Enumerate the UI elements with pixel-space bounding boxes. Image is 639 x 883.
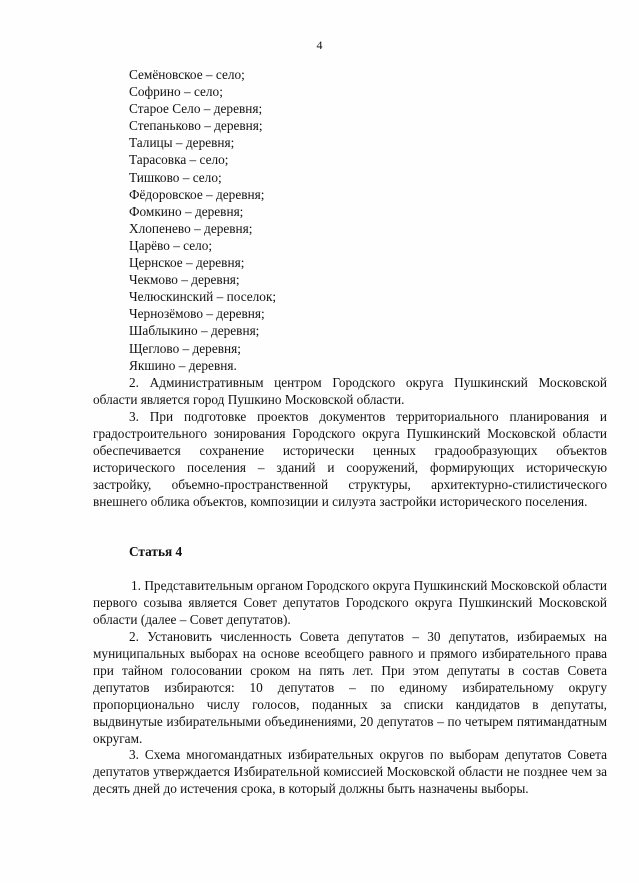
paragraph-admin-center: 2. Административным центром Городского округа Пушкинский Московской области является город Пушкино Московской области.	[93, 375, 607, 407]
list-item: Софрино – село;	[129, 84, 223, 100]
list-item: Старое Село – деревня;	[129, 101, 263, 117]
list-item: Чекмово – деревня;	[129, 272, 240, 288]
list-item: Талицы – деревня;	[129, 135, 235, 151]
list-item: Фомкино – деревня;	[129, 203, 244, 219]
list-item: Степаньково – деревня;	[129, 118, 263, 134]
list-item: Челюскинский – поселок;	[129, 289, 277, 305]
list-item: Щеглово – деревня;	[129, 340, 241, 356]
list-item: Царёво – село;	[129, 237, 213, 253]
list-item: Фёдоровское – деревня;	[129, 186, 265, 202]
list-item: Хлопенево – деревня;	[129, 220, 253, 236]
list-item: Якшино – деревня.	[129, 357, 237, 373]
paragraph-historic-preservation: 3. При подготовке проектов документов территориального планирования и градостроительного зонирования Городского округа Пушкинский Московской области обеспечивается сохранение исторически ценных градообразующих объектов исторического поселения – зданий и сооружений, формирующих историческую застройку, объемно-пространственной структуры, архитектурно-стилистического внешнего облика объектов, композиции и силуэта застройки исторического поселения.	[93, 409, 607, 509]
list-item: Цернское – деревня;	[129, 255, 245, 271]
settlement-list	[129, 66, 276, 374]
list-item: Семёновское – село;	[129, 67, 245, 82]
article-paragraph-1: 1. Представительным органом Городского округа Пушкинский Московской области первого созыва является Совет депутатов Городского округа Пушкинский Московской области (далее – Совет депутатов).	[93, 578, 607, 627]
article-heading: Статья 4	[129, 544, 183, 559]
list-item: Чернозёмово – деревня;	[129, 306, 265, 322]
list-item: Тишково – село;	[129, 169, 222, 185]
page-number: 4	[316, 38, 323, 52]
list-item: Тарасовка – село;	[129, 152, 229, 168]
list-item: Шаблыкино – деревня;	[129, 323, 260, 339]
article-paragraph-3: 3. Схема многомандатных избирательных округов по выборам депутатов Совета депутатов утверждается Избирательной комиссией Московской области не позднее чем за десять дней до истечения срока, в который должны быть назначены выборы.	[93, 747, 607, 796]
article-paragraph-2: 2. Установить численность Совета депутатов – 30 депутатов, избираемых на муниципальных выборах на основе всеобщего равного и прямого избирательного права при тайном голосовании сроком на пять лет. При этом депутаты в состав Совета депутатов избираются: 10 депутатов – по единому избирательному округу пропорционально числу голосов, поданных за списки кандидатов в депутаты, выдвинутые избирательными объединениями, 20 депутатов – по четырем пятимандатным округам.	[93, 629, 607, 746]
